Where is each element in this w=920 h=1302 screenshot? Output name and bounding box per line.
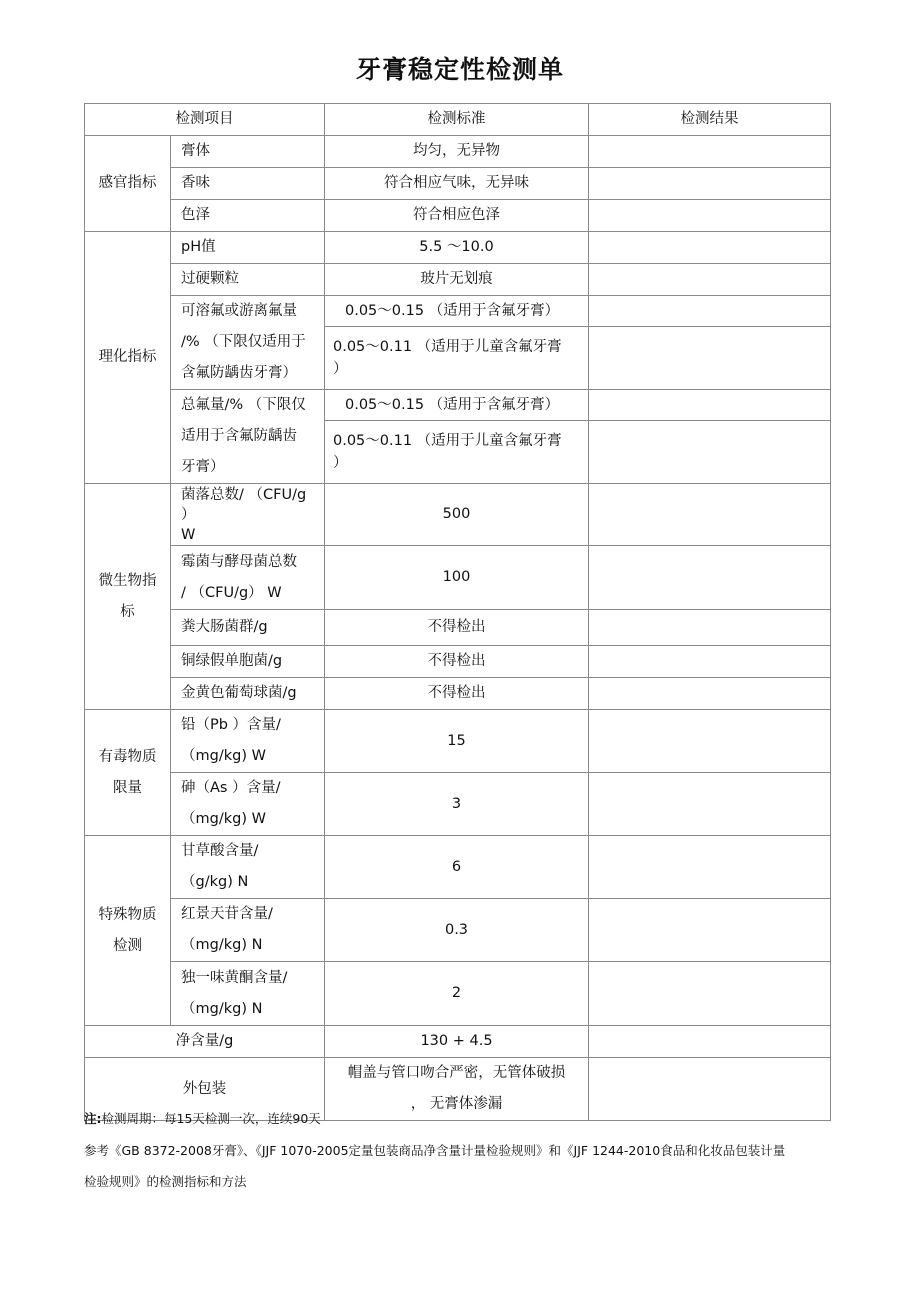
table-row: [85, 962, 831, 1026]
result-cell[interactable]: [589, 327, 831, 390]
result-cell[interactable]: [589, 610, 831, 646]
header-row: [85, 104, 831, 136]
standard-cell: 100: [325, 546, 589, 610]
standard-cell: 0.05～0.11 （适用于儿童含氟牙膏 ）: [325, 421, 589, 484]
result-cell[interactable]: [589, 1058, 831, 1121]
result-cell[interactable]: [589, 1026, 831, 1058]
standard-cell: 符合相应色泽: [325, 200, 589, 232]
standard-cell: 0.05～0.11 （适用于儿童含氟牙膏 ）: [325, 327, 589, 390]
result-cell[interactable]: [589, 646, 831, 678]
standard-cell: 0.05～0.15 （适用于含氟牙膏）: [325, 390, 589, 421]
item-cell: 总氟量/% （下限仅 适用于含氟防龋齿 牙膏）: [171, 390, 325, 484]
group-toxic: 有毒物质 限量: [85, 710, 171, 836]
table-row: [85, 836, 831, 899]
inspection-table: [84, 103, 831, 1121]
standard-cell: 0.3: [325, 899, 589, 962]
item-cell: 色泽: [171, 200, 325, 232]
table-row: [85, 200, 831, 232]
group-sensory: 感官指标: [85, 136, 171, 232]
header-standard: 检测标准: [325, 104, 589, 136]
standard-cell: 不得检出: [325, 646, 589, 678]
result-cell[interactable]: [589, 484, 831, 546]
group-micro: 微生物指 标: [85, 484, 171, 710]
group-physchem: 理化指标: [85, 232, 171, 484]
result-cell[interactable]: [589, 710, 831, 773]
table-row: [85, 232, 831, 264]
standard-cell: 6: [325, 836, 589, 899]
result-cell[interactable]: [589, 836, 831, 899]
note-cycle: [84, 1109, 321, 1127]
table-row: [85, 546, 831, 610]
table-row: [85, 484, 831, 546]
result-cell[interactable]: [589, 200, 831, 232]
result-cell[interactable]: [589, 962, 831, 1026]
standard-cell: 玻片无划痕: [325, 264, 589, 296]
item-cell: 净含量/g: [85, 1026, 325, 1058]
standard-cell: 符合相应气味，无异味: [325, 168, 589, 200]
item-cell: 菌落总数/ （CFU/g ） W: [171, 484, 325, 546]
standard-cell: 不得检出: [325, 610, 589, 646]
item-cell: 可溶氟或游离氟量 /% （下限仅适用于 含氟防龋齿牙膏）: [171, 296, 325, 390]
item-cell: 铅（Pb ）含量/ （mg/kg) W: [171, 710, 325, 773]
result-cell[interactable]: [589, 232, 831, 264]
item-cell: 独一味黄酮含量/ （mg/kg) N: [171, 962, 325, 1026]
result-cell[interactable]: [589, 546, 831, 610]
group-special: 特殊物质 检测: [85, 836, 171, 1026]
note-reference-line2: 检验规则》的检测指标和方法: [84, 1174, 247, 1189]
standard-cell: 2: [325, 962, 589, 1026]
standard-cell: 0.05～0.15 （适用于含氟牙膏）: [325, 296, 589, 327]
note-cycle-text: 检测周期：每15天检测一次，连续90天: [101, 1111, 321, 1126]
note-reference-line1: 参考《GB 8372-2008牙膏》、《JJF 1070-2005定量包装商品净含量计量检验规则》和《JJF 1244-2010食品和化妆品包装计量: [84, 1143, 786, 1158]
table-row: [85, 678, 831, 710]
standard-cell: 500: [325, 484, 589, 546]
item-cell: 过硬颗粒: [171, 264, 325, 296]
standard-cell: 130 + 4.5: [325, 1026, 589, 1058]
item-cell: 膏体: [171, 136, 325, 168]
table-row: [85, 899, 831, 962]
standard-cell: 均匀，无异物: [325, 136, 589, 168]
result-cell[interactable]: [589, 296, 831, 327]
table-row: [85, 610, 831, 646]
table-row: [85, 1026, 831, 1058]
item-cell: 红景天苷含量/ （mg/kg) N: [171, 899, 325, 962]
table-row: [85, 390, 831, 421]
standard-cell: 5.5 ～10.0: [325, 232, 589, 264]
item-cell: 金黄色葡萄球菌/g: [171, 678, 325, 710]
item-cell: 甘草酸含量/ （g/kg) N: [171, 836, 325, 899]
item-cell: pH值: [171, 232, 325, 264]
result-cell[interactable]: [589, 390, 831, 421]
item-cell: 砷（As ）含量/ （mg/kg) W: [171, 773, 325, 836]
result-cell[interactable]: [589, 773, 831, 836]
item-cell: 粪大肠菌群/g: [171, 610, 325, 646]
page-title: 牙膏稳定性检测单: [355, 55, 564, 84]
result-cell[interactable]: [589, 264, 831, 296]
header-result: 检测结果: [589, 104, 831, 136]
standard-cell: 15: [325, 710, 589, 773]
item-cell: 香味: [171, 168, 325, 200]
result-cell[interactable]: [589, 678, 831, 710]
table-row: [85, 296, 831, 327]
table-row: [85, 136, 831, 168]
table-row: [85, 773, 831, 836]
note-label: 注:: [84, 1111, 102, 1126]
result-cell[interactable]: [589, 421, 831, 484]
result-cell[interactable]: [589, 168, 831, 200]
table-row: [85, 168, 831, 200]
item-cell: 外包装: [85, 1058, 325, 1121]
item-cell: 铜绿假单胞菌/g: [171, 646, 325, 678]
standard-cell: 3: [325, 773, 589, 836]
table-row: [85, 646, 831, 678]
item-cell: 霉菌与酵母菌总数 / （CFU/g） W: [171, 546, 325, 610]
standard-cell: 帽盖与管口吻合严密，无管体破损 ， 无膏体渗漏: [325, 1058, 589, 1121]
result-cell[interactable]: [589, 136, 831, 168]
table-row: [85, 710, 831, 773]
standard-cell: 不得检出: [325, 678, 589, 710]
result-cell[interactable]: [589, 899, 831, 962]
table-row: [85, 264, 831, 296]
header-item: 检测项目: [85, 104, 325, 136]
